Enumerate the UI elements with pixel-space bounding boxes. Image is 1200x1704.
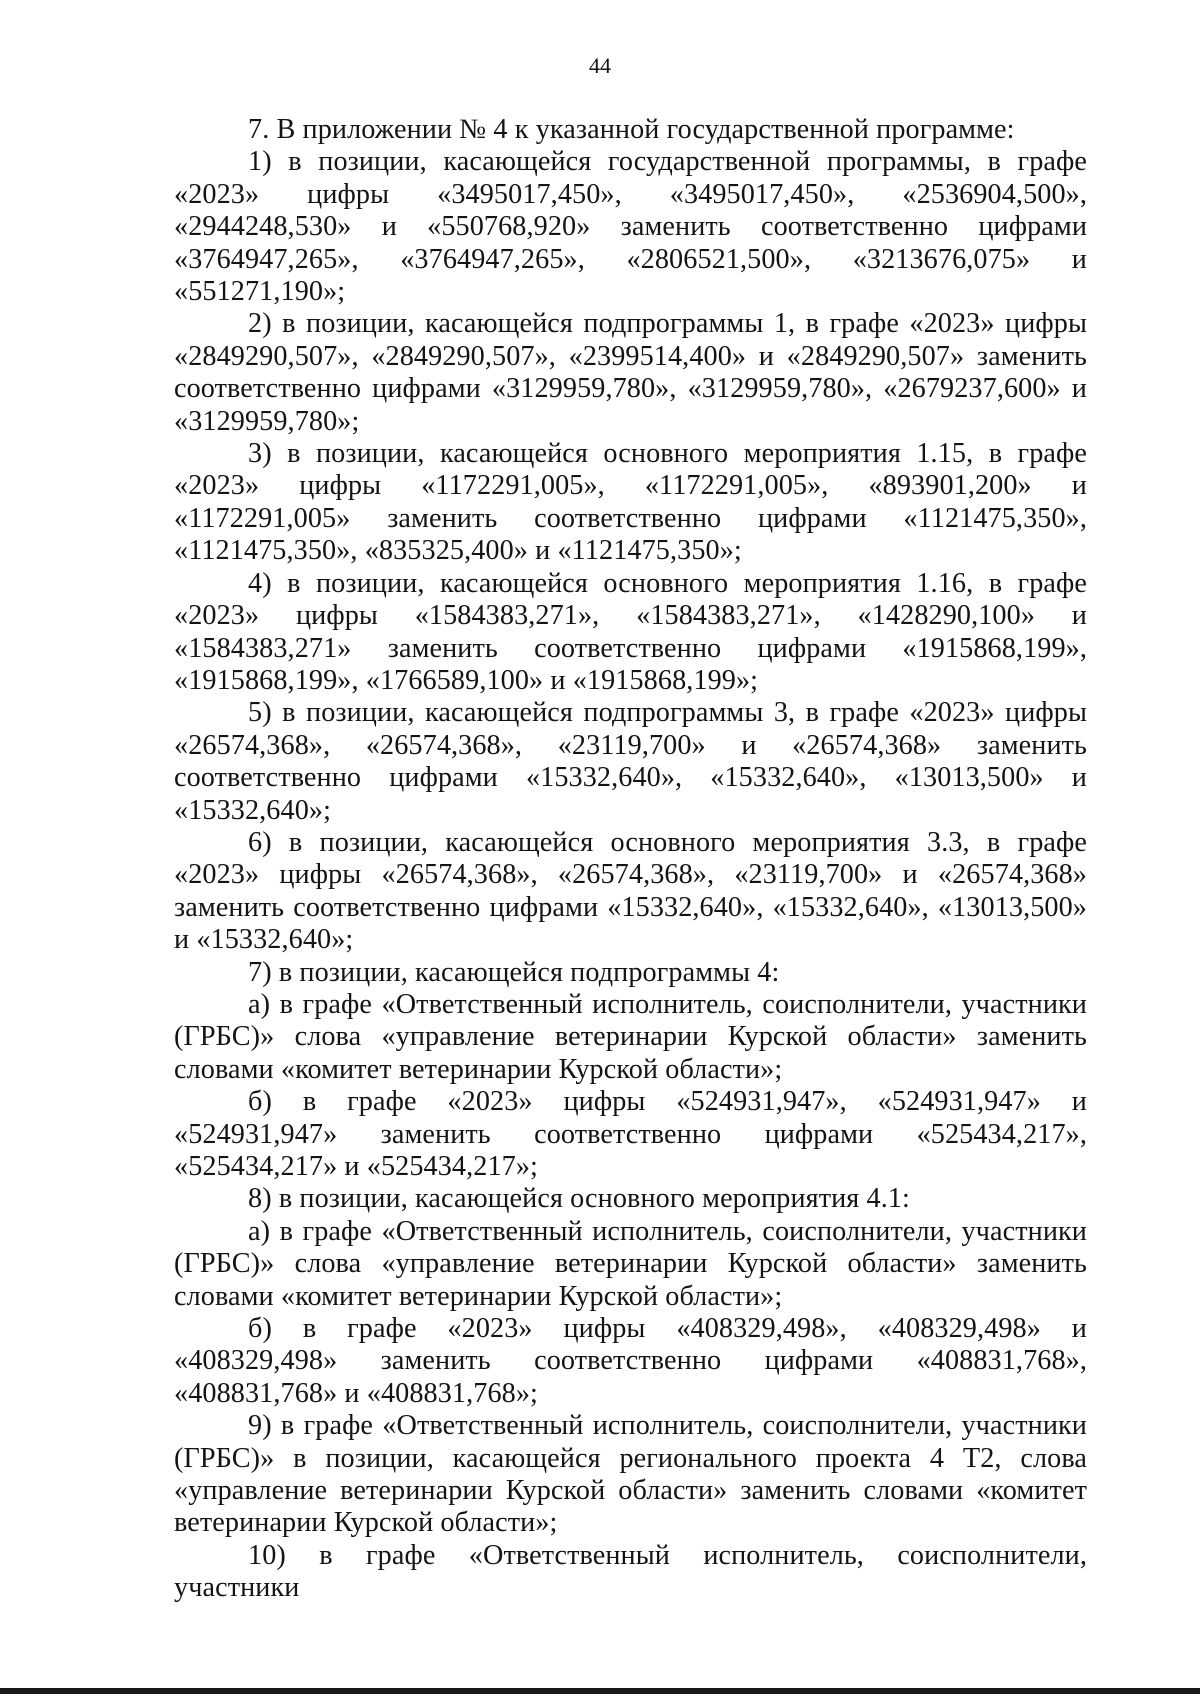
paragraph-item-3: 3) в позиции, касающейся основного мероприятия 1.15, в графе «2023» цифры «1172291,005», «1172291,005», «893901,200» и «1172291,005» заменить соответственно цифрами «1121475,350», «1121475,350», «835325,400» и «1121475,350»; (174, 438, 1087, 567)
paragraph-item-7b: б) в графе «2023» цифры «524931,947», «524931,947» и «524931,947» заменить соответственно цифрами «525434,217», «525434,217» и «525434,217»; (174, 1086, 1087, 1182)
scan-edge-bottom (0, 1688, 1200, 1694)
paragraph-item-1: 1) в позиции, касающейся государственной программы, в графе «2023» цифры «3495017,450», «3495017,450», «2536904,500», «2944248,530» и «550768,920» заменить соответственно цифрами «3764947,265», «3764947,265», «2806521,500», «3213676,075» и «551271,190»; (174, 146, 1087, 308)
paragraph-item-7: 7) в позиции, касающейся подпрограммы 4: (248, 956, 780, 988)
paragraph-item-6: 6) в позиции, касающейся основного мероприятия 3.3, в графе «2023» цифры «26574,368», «26574,368», «23119,700» и «26574,368» заменить соответственно цифрами «15332,640», «15332,640», «13013,500» и «15332,640»; (174, 826, 1087, 956)
paragraph-item-4: 4) в позиции, касающейся основного мероприятия 1.16, в графе «2023» цифры «1584383,271», «1584383,271», «1428290,100» и «1584383,271» заменить соответственно цифрами «1915868,199», «1915868,199», «1766589,100» и «1915868,199»; (174, 567, 1087, 696)
paragraph-item-8: 8) в позиции, касающейся основного мероприятия 4.1: (248, 1183, 910, 1215)
paragraph-item-7a: а) в графе «Ответственный исполнитель, соисполнители, участники (ГРБС)» слова «управление ветеринарии Курской области» заменить словами «комитет ветеринарии Курской области»; (174, 988, 1087, 1085)
document-body (174, 114, 1087, 1605)
paragraph-item-5: 5) в позиции, касающейся подпрограммы 3, в графе «2023» цифры «26574,368», «26574,368», «23119,700» и «26574,368» заменить соответственно цифрами «15332,640», «15332,640», «13013,500» и «15332,640»; (174, 697, 1087, 826)
paragraph-item-9: 9) в графе «Ответственный исполнитель, соисполнители, участники (ГРБС)» в позиции, касающейся регионального проекта 4 Т2, слова «управление ветеринарии Курской области» заменить словами «комитет ветеринарии Курской области»; (174, 1410, 1087, 1539)
page-number: 44 (589, 53, 611, 78)
paragraph-item-2: 2) в позиции, касающейся подпрограммы 1, в графе «2023» цифры «2849290,507», «2849290,507», «2399514,400» и «2849290,507» заменить соответственно цифрами «3129959,780», «3129959,780», «2679237,600» и «3129959,780»; (174, 308, 1087, 437)
paragraph-intro: 7. В приложении № 4 к указанной государственной программе: (248, 114, 1015, 145)
paragraph-item-8a: а) в графе «Ответственный исполнитель, соисполнители, участники (ГРБС)» слова «управление ветеринарии Курской области» заменить словами «комитет ветеринарии Курской области»; (174, 1215, 1087, 1312)
paragraph-item-8b: б) в графе «2023» цифры «408329,498», «408329,498» и «408329,498» заменить соответственно цифрами «408831,768», «408831,768» и «408831,768»; (174, 1313, 1087, 1409)
paragraph-item-10: 10) в графе «Ответственный исполнитель, соисполнители, участники (174, 1539, 1087, 1604)
